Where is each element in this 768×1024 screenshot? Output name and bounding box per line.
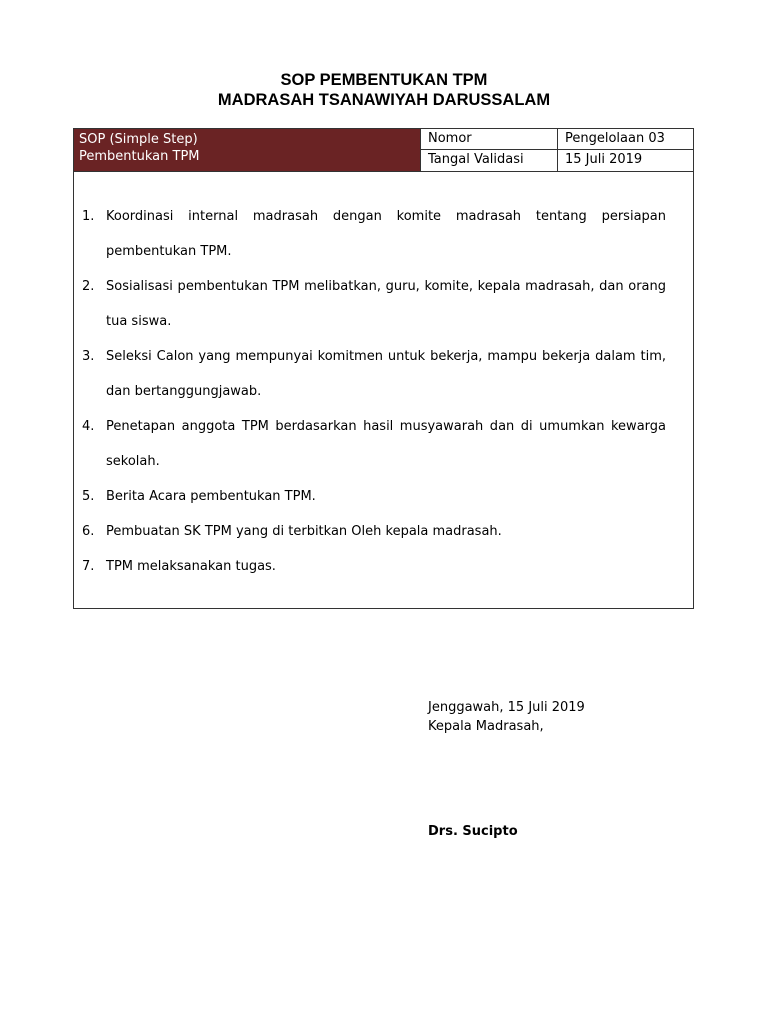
list-item	[82, 549, 666, 584]
step-number: 7.	[82, 559, 95, 574]
sop-header-label	[74, 129, 420, 171]
step-number: 1.	[82, 209, 95, 224]
step-number: 2.	[82, 279, 95, 294]
list-item	[82, 479, 666, 514]
validasi-label: Tangal Validasi	[420, 150, 557, 171]
signature-role: Kepala Madrasah,	[428, 719, 544, 734]
step-text: Koordinasi internal madrasah dengan komite madrasah tentang persiapan pembentukan TPM.	[106, 209, 666, 259]
step-number: 5.	[82, 489, 95, 504]
header-divider	[74, 171, 693, 172]
step-text: Penetapan anggota TPM berdasarkan hasil musyawarah dan di umumkan kewarga sekolah.	[106, 419, 666, 469]
step-text: Sosialisasi pembentukan TPM melibatkan, guru, komite, kepala madrasah, dan orang tua siswa.	[106, 279, 666, 329]
step-number: 3.	[82, 349, 95, 364]
nomor-value: Pengelolaan 03	[557, 129, 693, 150]
list-item	[82, 199, 666, 269]
signature-place-date: Jenggawah, 15 Juli 2019	[428, 700, 585, 715]
list-item	[82, 269, 666, 339]
steps-list	[74, 199, 693, 584]
validasi-value: 15 Juli 2019	[557, 150, 693, 171]
step-text: Berita Acara pembentukan TPM.	[106, 489, 316, 504]
sop-header-line2: Pembentukan TPM	[79, 149, 200, 164]
nomor-label: Nomor	[420, 129, 557, 150]
step-text: Seleksi Calon yang mempunyai komitmen untuk bekerja, mampu bekerja dalam tim, dan bertanggungjawab.	[106, 349, 666, 399]
list-item	[82, 409, 666, 479]
sop-box	[73, 128, 694, 609]
step-number: 6.	[82, 524, 95, 539]
document-title: SOP PEMBENTUKAN TPM	[280, 71, 488, 89]
step-text: Pembuatan SK TPM yang di terbitkan Oleh kepala madrasah.	[106, 524, 502, 539]
document-subtitle: MADRASAH TSANAWIYAH DARUSSALAM	[217, 91, 551, 109]
list-item	[82, 339, 666, 409]
step-number: 4.	[82, 419, 95, 434]
step-text: TPM melaksanakan tugas.	[106, 559, 276, 574]
list-item	[82, 514, 666, 549]
sop-header-line1: SOP (Simple Step)	[79, 132, 198, 147]
signature-name: Drs. Sucipto	[428, 824, 518, 839]
